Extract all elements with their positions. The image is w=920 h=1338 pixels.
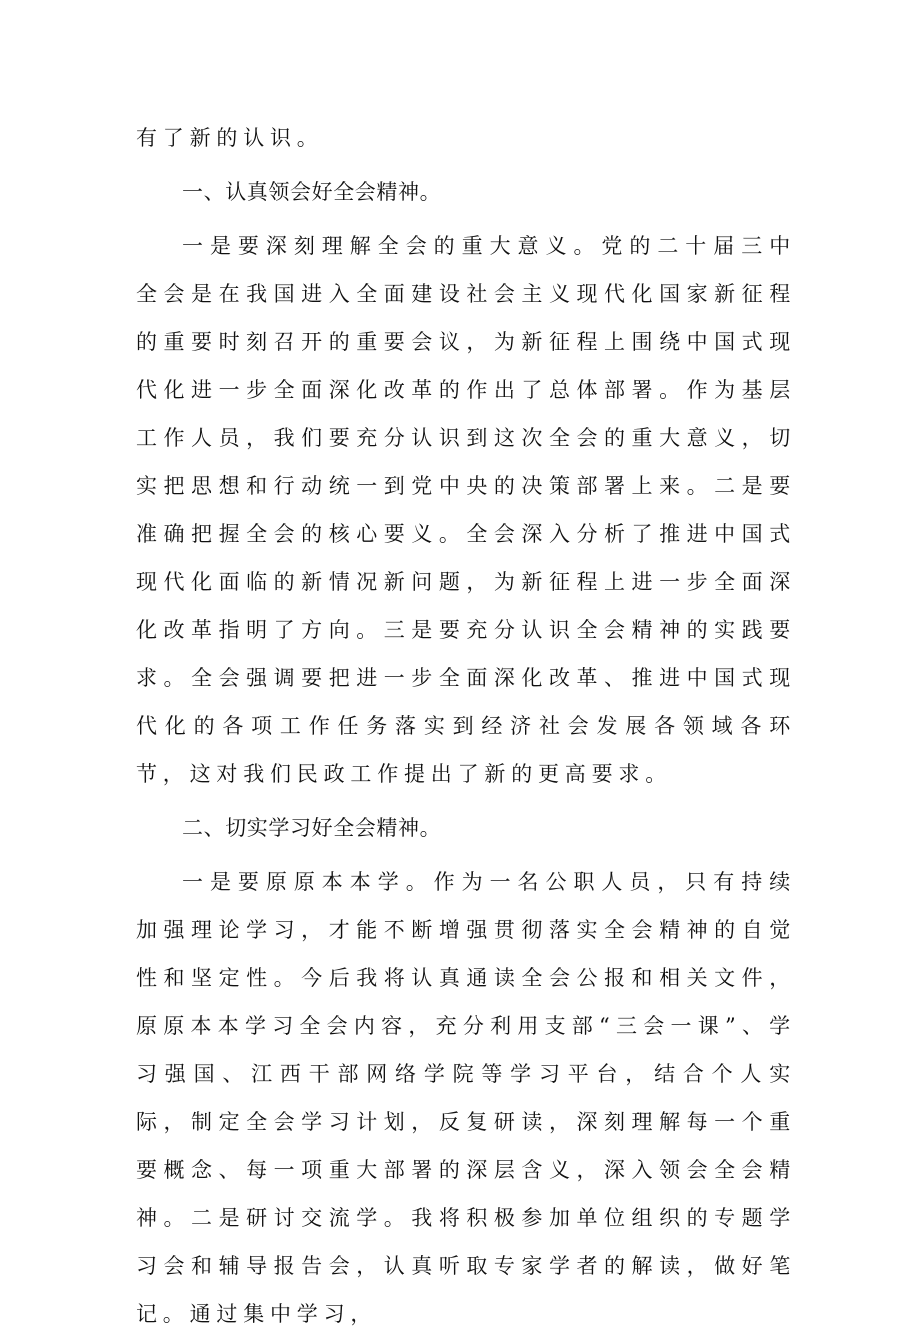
section-heading-2: 二、切实学习好全会精神。	[182, 816, 442, 840]
section-paragraph-1: 一是要深刻理解全会的重大意义。党的二十届三中全会是在我国进入全面建设社会主义现代化国家新征程的重要时刻召开的重要会议，为新征程上围绕中国式现代化进一步全面深化改革的作出了总体部署。作为基层工作人员，我们要充分认识到这次全会的重大意义，切实把思想和行动统一到党中央的决策部署上来。二是要准确把握全会的核心要义。全会深入分析了推进中国式现代化面临的新情况新问题，为新征程上进一步全面深化改革指明了方向。三是要充分认识全会精神的实践要求。全会强调要把进一步全面深化改革、推进中国式现代化的各项工作任务落实到经济社会发展各领域各环节，这对我们民政工作提出了新的更高要求。	[136, 234, 796, 786]
document-body	[136, 114, 796, 1338]
section-paragraph-2: 一是要原原本本学。作为一名公职人员，只有持续加强理论学习，才能不断增强贯彻落实全会精神的自觉性和坚定性。今后我将认真通读全会公报和相关文件，原原本本学习全会内容，充分利用支部“三会一课”、学习强国、江西干部网络学院等学习平台，结合个人实际，制定全会学习计划，反复研读，深刻理解每一个重要概念、每一项重大部署的深层含义，深入领会全会精神。二是研讨交流学。我将积极参加单位组织的专题学习会和辅导报告会，认真听取专家学者的解读，做好笔记。通过集中学习，	[136, 870, 796, 1326]
section-heading-1: 一、认真领会好全会精神。	[182, 180, 442, 204]
intro-line: 有了新的认识。	[136, 126, 324, 150]
